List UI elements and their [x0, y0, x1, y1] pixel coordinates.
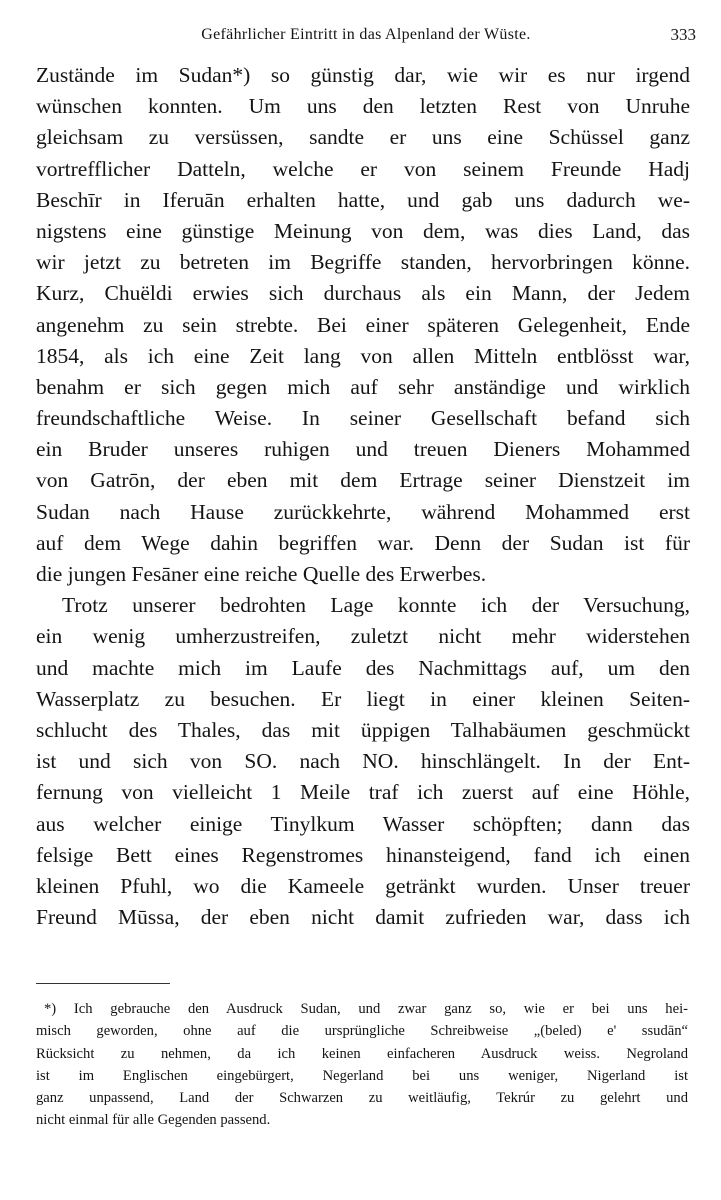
- text-line: und machte mich im Laufe des Nachmittags auf, um den: [36, 655, 690, 680]
- text-line: ist und sich von SO. nach NO. hinschlängelt. In der Ent-: [36, 749, 690, 774]
- text-line: freundschaftliche Weise. In seiner Gesellschaft befand sich: [36, 406, 690, 431]
- footnote-line: misch geworden, ohne auf die ursprüngliche Schreibweise „(beled) e' ssudān“: [36, 1023, 688, 1040]
- text-line-paragraph-start: Trotz unserer bedrohten Lage konnte ich der Versuchung,: [62, 593, 690, 618]
- text-line: angenehm zu sein strebte. Bei einer späteren Gelegenheit, Ende: [36, 312, 690, 337]
- text-line: fernung von vielleicht 1 Meile traf ich zuerst auf eine Höhle,: [36, 780, 690, 805]
- text-line: auf dem Wege dahin begriffen war. Denn der Sudan ist für: [36, 530, 690, 555]
- footnote-divider: [36, 983, 170, 984]
- running-title: Gefährlicher Eintritt in das Alpenland der Wüste.: [201, 26, 531, 43]
- text-line: gleichsam zu versüssen, sandte er uns eine Schüssel ganz: [36, 125, 690, 150]
- text-line: Zustände im Sudan*) so günstig dar, wie wir es nur irgend: [36, 63, 690, 87]
- text-line: Beschīr in Iferuān erhalten hatte, und gab uns dadurch we-: [36, 187, 690, 212]
- text-line: die jungen Fesāner eine reiche Quelle des Erwerbes.: [36, 562, 487, 586]
- text-line: ein Bruder unseres ruhigen und treuen Dieners Mohammed: [36, 437, 690, 462]
- text-line: ein wenig umherzustreifen, zuletzt nicht mehr widerstehen: [36, 624, 690, 649]
- footnote-line: Rücksicht zu nehmen, da ich keinen einfacheren Ausdruck weiss. Negroland: [36, 1045, 688, 1062]
- text-line: schlucht des Thales, das mit üppigen Talhabäumen geschmückt: [36, 717, 690, 742]
- text-line: aus welcher einige Tinylkum Wasser schöpften; dann das: [36, 811, 690, 836]
- text-line: Kurz, Chuëldi erwies sich durchaus als ein Mann, der Jedem: [36, 281, 690, 306]
- footnote-line: ganz unpassend, Land der Schwarzen zu weitläufig, Tekrúr zu gelehrt und: [36, 1090, 688, 1107]
- main-text: [36, 60, 690, 933]
- text-line: vortrefflicher Datteln, welche er von seinem Freunde Hadj: [36, 156, 690, 181]
- text-line: Wasserplatz zu besuchen. Er liegt in einer kleinen Seiten-: [36, 686, 690, 711]
- footnote-line: *) Ich gebrauche den Ausdruck Sudan, und zwar ganz so, wie er bei uns hei-: [44, 1001, 688, 1017]
- text-line: wir jetzt zu betreten im Begriffe standen, hervorbringen könne.: [36, 250, 690, 275]
- text-line: 1854, als ich eine Zeit lang von allen Mitteln entblösst war,: [36, 343, 690, 368]
- text-line: benahm er sich gegen mich auf sehr anständige und wirklich: [36, 374, 690, 399]
- footnote: [36, 998, 688, 1132]
- text-line: wünschen konnten. Um uns den letzten Rest von Unruhe: [36, 94, 690, 119]
- text-line: nigstens eine günstige Meinung von dem, was dies Land, das: [36, 218, 690, 243]
- page-number: 333: [670, 25, 696, 44]
- text-line: von Gatrōn, der eben mit dem Ertrage seiner Dienstzeit im: [36, 468, 690, 493]
- footnote-line: nicht einmal für alle Gegenden passend.: [36, 1112, 271, 1129]
- footnote-line: ist im Englischen eingebürgert, Negerland bei uns weniger, Nigerland ist: [36, 1067, 688, 1084]
- text-line: Sudan nach Hause zurückkehrte, während Mohammed erst: [36, 499, 690, 524]
- running-head: [36, 22, 696, 48]
- text-line: felsige Bett eines Regenstromes hinansteigend, fand ich einen: [36, 842, 690, 867]
- text-line: Freund Mūssa, der eben nicht damit zufrieden war, dass ich: [36, 905, 690, 930]
- text-line: kleinen Pfuhl, wo die Kameele getränkt wurden. Unser treuer: [36, 873, 690, 898]
